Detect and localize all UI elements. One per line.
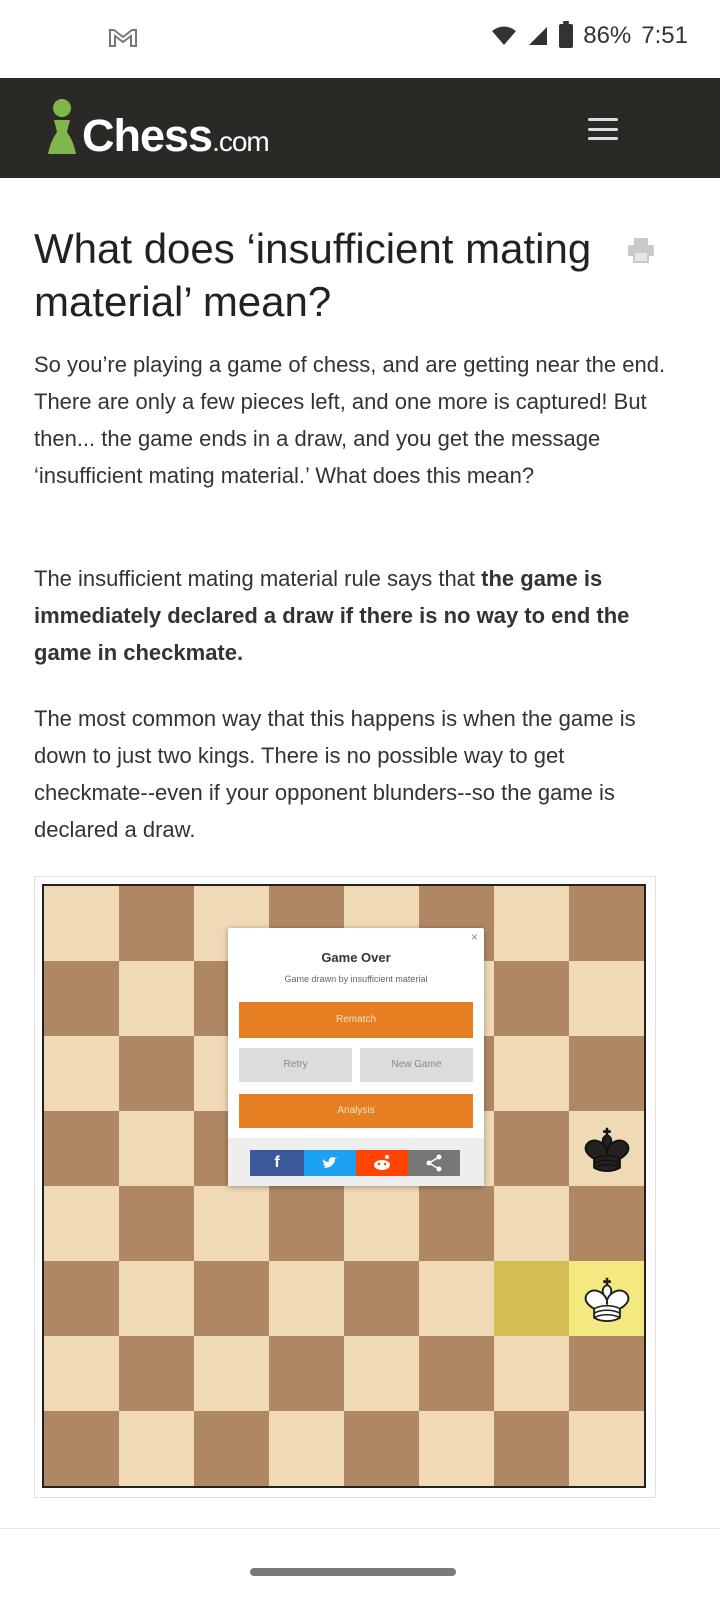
status-indicators — [491, 22, 688, 50]
board-square — [569, 1036, 644, 1111]
dialog-subtitle: Game drawn by insufficient material — [284, 974, 428, 984]
bottom-divider — [0, 1528, 720, 1529]
board-square — [569, 1111, 644, 1186]
board-square — [569, 1411, 644, 1486]
reddit-share-button[interactable] — [356, 1150, 408, 1176]
board-square — [194, 1261, 269, 1336]
wifi-icon — [491, 25, 517, 47]
chess-com-logo[interactable] — [44, 96, 269, 161]
board-square — [494, 1336, 569, 1411]
board-square — [44, 1336, 119, 1411]
paragraph-2-emphasis: the game is immediately declared a draw if there is no way to end the game in checkmate. — [34, 566, 630, 665]
board-square — [269, 1186, 344, 1261]
article-paragraph-2: The insufficient mating material rule says that the game is immediately declared a draw if there is no way to end the game in checkmate. — [34, 566, 630, 665]
board-square — [494, 1036, 569, 1111]
article-paragraph-3: The most common way that this happens is when the game is down to just two kings. There is no possible way to get checkmate--even if your opponent blunders--so the game is declared a draw. — [34, 706, 636, 842]
board-square — [569, 961, 644, 1036]
article-title: What does ‘insufficient mating material’ mean? — [34, 225, 592, 325]
rematch-button[interactable]: Rematch — [239, 1002, 473, 1038]
clock-time: 7:51 — [641, 22, 688, 49]
board-square — [494, 886, 569, 961]
board-square — [494, 1411, 569, 1486]
battery-percent: 86% — [583, 22, 632, 49]
board-square — [269, 1336, 344, 1411]
board-square — [119, 1036, 194, 1111]
board-square — [44, 1111, 119, 1186]
board-square — [194, 1336, 269, 1411]
article-paragraph-1: So you’re playing a game of chess, and are getting near the end. There are only a few pieces left, and one more is captured! But then... the game ends in a draw, and you get the message ‘insufficient mating material.’ What does this mean? — [34, 352, 666, 488]
board-square — [494, 1111, 569, 1186]
hamburger-menu-icon[interactable] — [588, 118, 618, 140]
board-square — [119, 1111, 194, 1186]
retry-button[interactable]: Retry — [239, 1048, 352, 1082]
board-square — [419, 1411, 494, 1486]
board-square — [569, 886, 644, 961]
signal-icon — [527, 25, 549, 47]
status-bar — [0, 0, 720, 78]
pawn-logo-icon — [44, 98, 80, 158]
gmail-icon — [108, 26, 138, 50]
share-icon — [425, 1154, 443, 1172]
board-square — [44, 1036, 119, 1111]
battery-icon — [559, 24, 573, 48]
board-square — [569, 1186, 644, 1261]
analysis-button[interactable]: Analysis — [239, 1094, 473, 1128]
board-square — [44, 1261, 119, 1336]
print-icon[interactable] — [626, 236, 656, 264]
board-square — [344, 1261, 419, 1336]
board-square — [569, 1336, 644, 1411]
board-square — [119, 886, 194, 961]
board-square — [44, 1411, 119, 1486]
close-icon[interactable]: × — [470, 930, 478, 944]
article-header — [34, 222, 674, 328]
board-square — [569, 1261, 644, 1336]
board-square — [119, 1261, 194, 1336]
black-king-icon — [569, 1111, 644, 1186]
board-square — [494, 961, 569, 1036]
board-square — [119, 961, 194, 1036]
share-bar — [228, 1138, 484, 1186]
board-square — [269, 1411, 344, 1486]
board-square — [344, 1336, 419, 1411]
board-square — [269, 1261, 344, 1336]
board-square — [119, 1336, 194, 1411]
new-game-button[interactable]: New Game — [360, 1048, 473, 1082]
board-square — [419, 1336, 494, 1411]
reddit-icon — [372, 1155, 392, 1171]
board-square — [44, 961, 119, 1036]
board-square — [44, 886, 119, 961]
logo-text: Chess.com — [82, 110, 269, 161]
board-square — [119, 1186, 194, 1261]
dialog-title: Game Over — [321, 950, 391, 965]
board-square — [344, 1186, 419, 1261]
board-square — [494, 1186, 569, 1261]
twitter-icon — [321, 1156, 339, 1170]
board-square — [194, 1411, 269, 1486]
home-gesture-bar[interactable] — [250, 1568, 456, 1576]
facebook-icon: f — [274, 1154, 280, 1171]
share-button[interactable] — [408, 1150, 460, 1176]
board-square — [44, 1186, 119, 1261]
board-square — [419, 1186, 494, 1261]
board-square — [419, 1261, 494, 1336]
twitter-share-button[interactable] — [304, 1150, 356, 1176]
facebook-share-button[interactable] — [250, 1150, 304, 1176]
board-square — [344, 1411, 419, 1486]
board-square — [194, 1186, 269, 1261]
board-square — [119, 1411, 194, 1486]
board-square — [494, 1261, 569, 1336]
white-king-icon — [569, 1261, 644, 1336]
game-over-dialog — [228, 928, 484, 1186]
